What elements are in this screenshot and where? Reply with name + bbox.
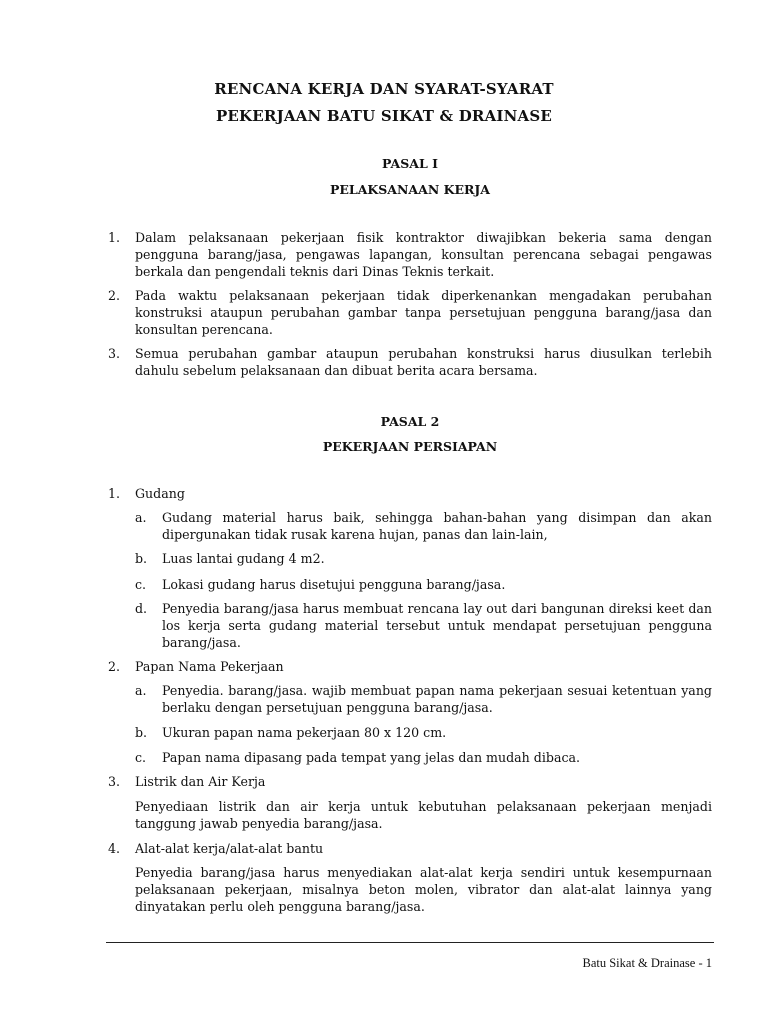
list-title: Gudang [135,486,185,501]
sub-list-letter: c. [135,750,147,765]
sub-list-text: Penyedia. barang/jasa. wajib membuat papan nama pekerjaan sesuai ketentuan yang berlaku dengan persetujuan pengguna barang/jasa. [162,683,712,715]
sub-list-letter: a. [135,510,147,525]
page-footer: Batu Sikat & Drainase - 1 [582,956,712,970]
list-number: 2. [108,659,121,674]
list-title: Papan Nama Pekerjaan [135,659,284,674]
list-number: 3. [108,774,121,789]
pasal-2-subheading: PEKERJAAN PERSIAPAN [322,439,498,454]
sub-list-text: Gudang material harus baik, sehingga bahan-bahan yang disimpan dan akan dipergunakan tidak rusak karena hujan, panas dan lain-lain, [162,510,712,542]
list-number: 4. [108,841,121,856]
list-number: 2. [108,288,121,303]
sub-list-text: Papan nama dipasang pada tempat yang jelas dan mudah dibaca. [162,750,581,765]
list-title: Listrik dan Air Kerja [135,774,266,789]
list-number: 1. [108,230,121,245]
list-number: 1. [108,486,121,501]
document-title-line1: RENCANA KERJA DAN SYARAT-SYARAT [214,80,554,98]
sub-list-letter: c. [135,577,147,592]
footer-divider [106,942,714,943]
sub-list-text: Penyedia barang/jasa harus membuat rencana lay out dari bangunan direksi keet dan los kerja serta gudang material tersebut untuk mendapat persetujuan pengguna barang/jasa. [162,601,712,650]
sub-list-text: Ukuran papan nama pekerjaan 80 x 120 cm. [162,725,447,740]
pasal-2-heading: PASAL 2 [380,414,440,429]
item-paragraph: Penyediaan listrik dan air kerja untuk kebutuhan pelaksanaan pekerjaan menjadi tanggung jawab penyedia barang/jasa. [135,799,712,831]
sub-list-letter: a. [135,683,147,698]
pasal-1-heading: PASAL I [382,156,438,171]
list-title: Alat-alat kerja/alat-alat bantu [135,841,324,856]
list-text: Pada waktu pelaksanaan pekerjaan tidak diperkenankan mengadakan perubahan konstruksi ataupun perubahan gambar tanpa persetujuan pengguna barang/jasa dan konsultan perencana. [135,288,712,337]
list-text: Semua perubahan gambar ataupun perubahan konstruksi harus diusulkan terlebih dahulu sebelum pelaksanaan dan dibuat berita acara bersama. [135,346,712,378]
sub-list-text: Lokasi gudang harus disetujui pengguna barang/jasa. [162,577,506,592]
sub-list-text: Luas lantai gudang 4 m2. [162,551,325,566]
item-paragraph: Penyedia barang/jasa harus menyediakan alat-alat kerja sendiri untuk kesempurnaan pelaksanaan pekerjaan, misalnya beton molen, vibrator dan alat-alat lainnya yang dinyatakan perlu oleh pengguna barang/jasa. [135,865,712,914]
pasal-1-subheading: PELAKSANAAN KERJA [330,182,490,197]
sub-list-letter: b. [135,725,148,740]
list-number: 3. [108,346,121,361]
sub-list-letter: d. [135,601,148,616]
document-title-line2: PEKERJAAN BATU SIKAT & DRAINASE [215,107,553,125]
list-text: Dalam pelaksanaan pekerjaan fisik kontraktor diwajibkan bekeria sama dengan pengguna barang/jasa, pengawas lapangan, konsultan perencana sebagai pengawas berkala dan pengendali teknis dari Dinas Teknis terkait. [135,230,712,279]
sub-list-letter: b. [135,551,148,566]
